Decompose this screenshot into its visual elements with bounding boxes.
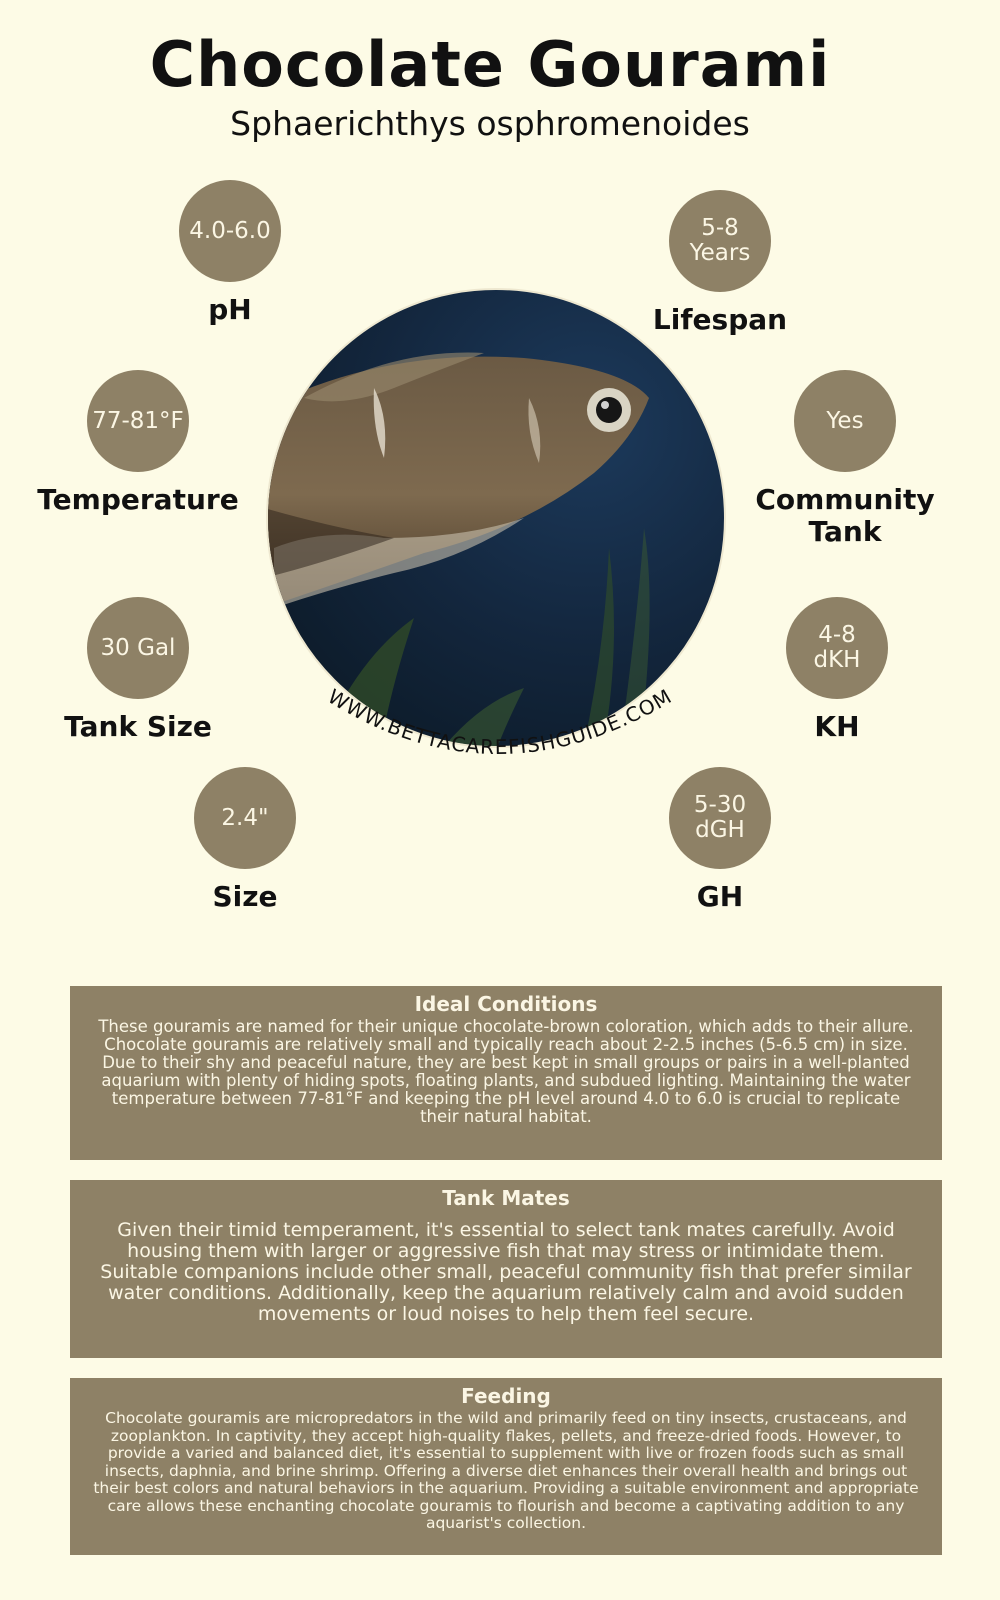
temperature-value-badge: 77-81°F (87, 370, 189, 472)
param-kh (727, 597, 947, 743)
ideal-conditions-heading: Ideal Conditions (414, 992, 598, 1016)
tank-mates-heading: Tank Mates (442, 1186, 570, 1210)
community-label: Community Tank (755, 483, 935, 548)
lifespan-label: Lifespan (652, 303, 788, 336)
tank-mates-panel (70, 1180, 942, 1358)
kh-value-badge: 4-8 dKH (786, 597, 888, 699)
param-tank-size (28, 597, 248, 743)
ph-label: pH (208, 293, 252, 326)
size-label: Size (212, 880, 278, 913)
fish-photo (264, 288, 734, 798)
kh-label: KH (814, 710, 860, 743)
feeding-heading: Feeding (461, 1384, 551, 1408)
feeding-text: Chocolate gouramis are micropredators in the wild and primarily feed on tiny insects, crustaceans, and zooplankton. In captivity, they accept high-quality flakes, pellets, and freeze-dried foods. However, to provide a varied and balanced diet, it's essential to supplement with live or frozen foods such as small insects, daphnia, and brine shrimp. Offering a diverse diet enhances their overall health and brings out their best colors and natural behaviors in the aquarium. Providing a suitable environment and appropriate care allows these enchanting chocolate gouramis to flourish and become a captivating addition to any aquarist's collection. (93, 1409, 919, 1532)
scientific-name: Sphaerichthys osphromenoides (230, 104, 750, 143)
tank-mates-text: Given their timid temperament, it's essential to select tank mates carefully. Avoid housing them with larger or aggressive fish that may stress or intimidate them. Suitable companions include other small, peaceful community fish that prefer similar water conditions. Additionally, keep the aquarium relatively calm and avoid sudden movements or loud noises to help them feel secure. (100, 1219, 912, 1325)
size-value-badge: 2.4" (194, 767, 296, 869)
gh-value-badge: 5-30 dGH (669, 767, 771, 869)
ph-value-badge: 4.0-6.0 (179, 180, 281, 282)
ideal-conditions-text: These gouramis are named for their unique chocolate-brown coloration, which adds to their allure. Chocolate gouramis are relatively small and typically reach about 2-2.5 inches (5-6.5 cm) in size. Due to their shy and peaceful nature, they are best kept in small groups or pairs in a well-planted aquarium with plenty of hiding spots, floating plants, and subdued lighting. Maintaining the water temperature between 77-81°F and keeping the pH level around 4.0 to 6.0 is crucial to replicate their natural habitat. (98, 1017, 914, 1126)
gh-label: GH (696, 880, 744, 913)
temperature-label: Temperature (37, 483, 239, 516)
watermark-text: WWW.BETTACAREFISHGUIDE.COM (323, 683, 677, 760)
param-community-tank (735, 370, 955, 548)
tank-size-label: Tank Size (64, 710, 212, 743)
community-value-badge: Yes (794, 370, 896, 472)
tank-size-value-badge: 30 Gal (87, 597, 189, 699)
lifespan-value-badge: 5-8 Years (669, 190, 771, 292)
param-temperature (28, 370, 248, 516)
feeding-panel (70, 1378, 942, 1555)
page-title: Chocolate Gourami (149, 28, 831, 101)
ideal-conditions-panel (70, 986, 942, 1160)
